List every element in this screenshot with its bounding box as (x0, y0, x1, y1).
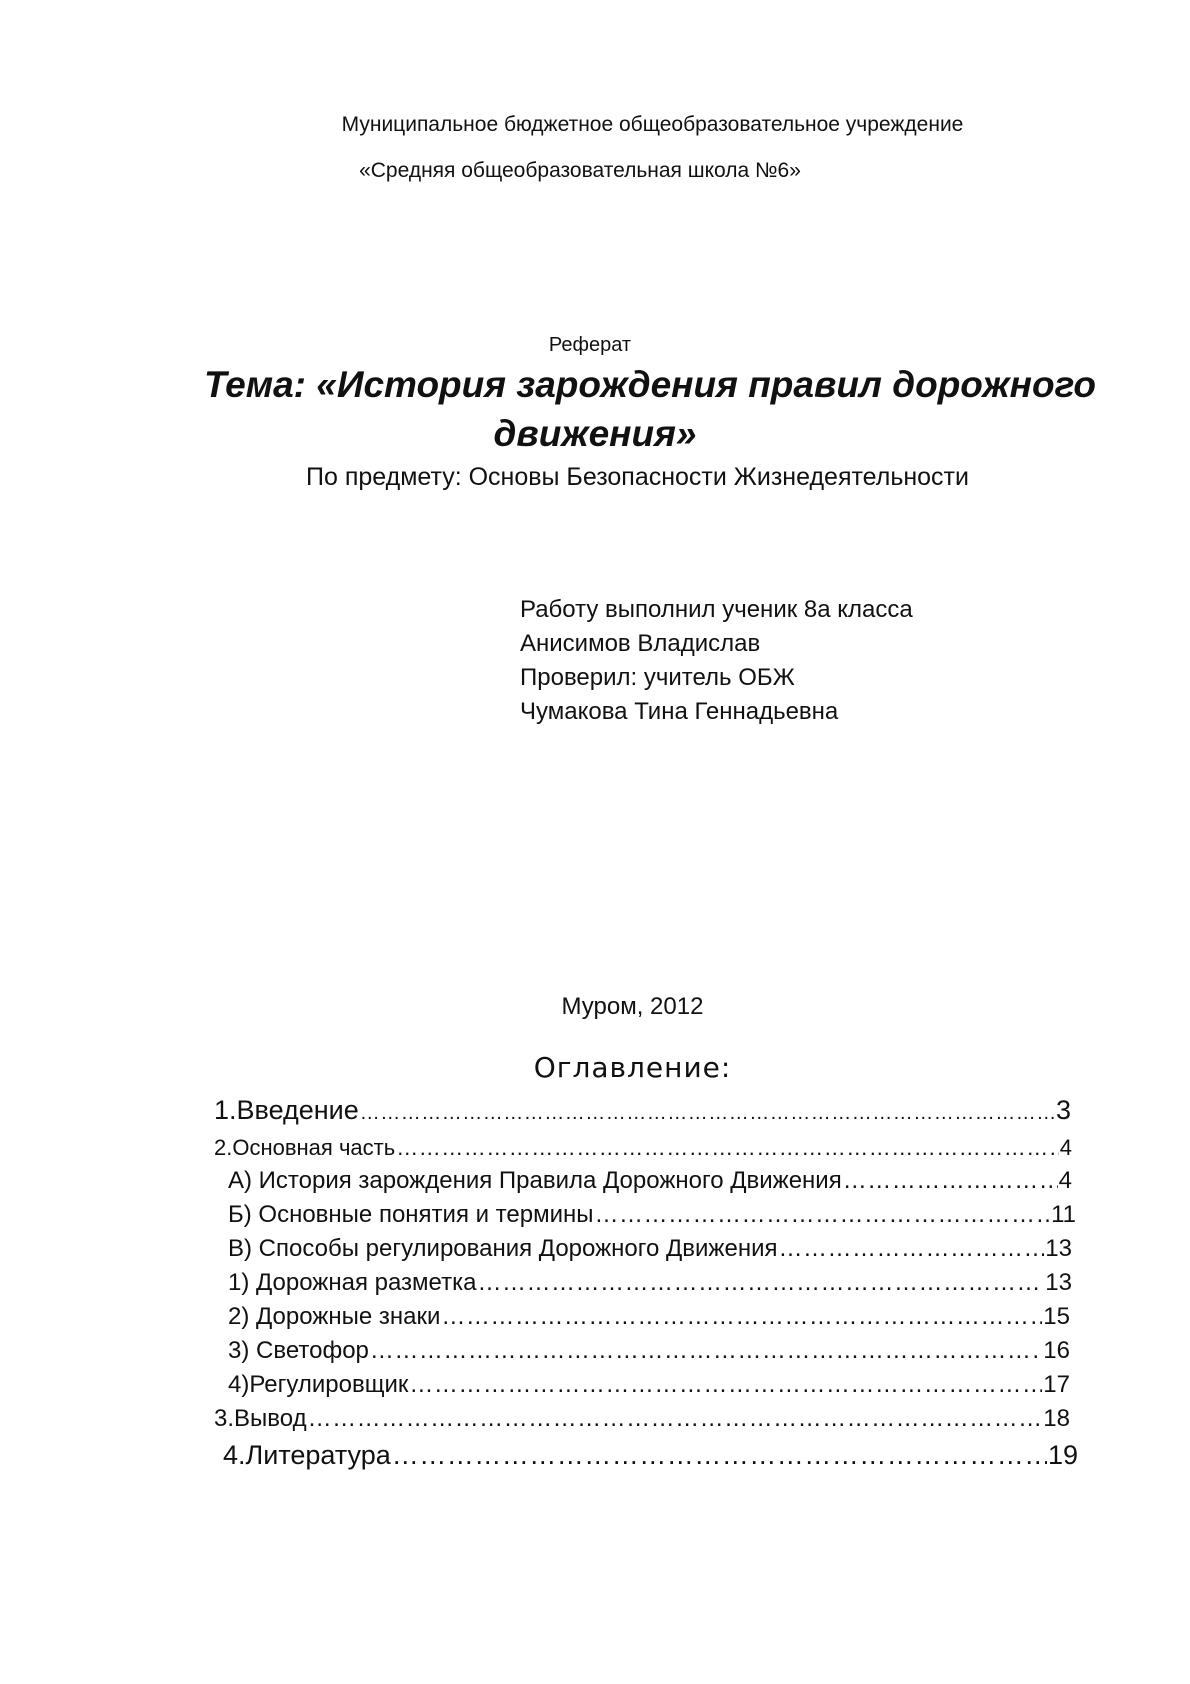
toc-leader (441, 1303, 1042, 1331)
toc-entry-page: 4 (1059, 1135, 1072, 1160)
toc-entry-regulation (228, 1235, 1072, 1263)
title-line-1: Тема: «История зарождения правил дорожного (203, 364, 1097, 405)
school-name: «Средняя общеобразовательная школа №6» (359, 159, 801, 182)
checker-name: Чумакова Тина Геннадьевна (520, 698, 839, 725)
toc-leader (477, 1269, 1044, 1297)
toc-entry-history (228, 1167, 1072, 1195)
toc-leader (595, 1201, 1051, 1229)
checker-line: Проверил: учитель ОБЖ (520, 664, 795, 691)
toc-leader (360, 1102, 1055, 1125)
toc-heading: Оглавление: (533, 1051, 732, 1084)
toc-entry-page: 13 (1045, 1235, 1072, 1262)
toc-entry-label: А) История зарождения Правила Дорожного Движения (228, 1167, 842, 1194)
toc-entry-introduction (214, 1095, 1071, 1126)
toc-entry-page: 19 (1047, 1440, 1078, 1470)
toc-leader (308, 1405, 1043, 1433)
toc-leader (778, 1235, 1044, 1263)
toc-leader (370, 1337, 1042, 1365)
author-line: Работу выполнил ученик 8а класса (520, 596, 913, 623)
toc-entry-label: 3) Светофор (228, 1337, 369, 1364)
toc-entry-main-part (214, 1135, 1072, 1161)
toc-entry-label: В) Способы регулирования Дорожного Движения (228, 1235, 778, 1262)
toc-leader (409, 1371, 1042, 1399)
toc-entry-traffic-controller (228, 1371, 1070, 1399)
toc-entry-road-signs (228, 1303, 1070, 1331)
author-name: Анисимов Владислав (520, 630, 761, 657)
toc-entry-road-marking (228, 1269, 1072, 1297)
toc-entry-label: 3.Вывод (214, 1405, 307, 1432)
toc-entry-literature (223, 1440, 1078, 1471)
toc-leader (392, 1440, 1047, 1471)
toc-entry-page: 17 (1043, 1371, 1070, 1398)
toc-entry-traffic-light (228, 1337, 1070, 1365)
toc-entry-page: 11 (1051, 1201, 1076, 1228)
toc-entry-label: 2) Дорожные знаки (228, 1303, 441, 1330)
subject-line: По предмету: Основы Безопасности Жизнедеятельности (306, 463, 969, 491)
document-type: Реферат (548, 334, 632, 356)
toc-entry-page: 13 (1045, 1269, 1072, 1296)
toc-entry-label: 1.Введение (214, 1095, 359, 1125)
toc-leader (396, 1135, 1059, 1161)
toc-entry-conclusion (214, 1405, 1070, 1433)
toc-entry-page: 3 (1055, 1095, 1071, 1125)
toc-entry-page: 4 (1058, 1167, 1072, 1194)
institution-line: Муниципальное бюджетное общеобразовательное учреждение (341, 113, 964, 136)
toc-entry-label: Б) Основные понятия и термины (228, 1201, 594, 1228)
toc-entry-label: 4.Литература (223, 1440, 391, 1470)
toc-entry-page: 18 (1043, 1405, 1070, 1432)
toc-entry-label: 2.Основная часть (214, 1135, 396, 1160)
title-line-2: движения» (493, 413, 697, 454)
toc-entry-page: 16 (1043, 1337, 1070, 1364)
toc-entry-label: 1) Дорожная разметка (228, 1269, 477, 1296)
city-year: Муром, 2012 (561, 993, 704, 1020)
toc-entry-terms (228, 1201, 1076, 1229)
toc-entry-page: 15 (1043, 1303, 1070, 1330)
toc-leader (843, 1167, 1058, 1195)
toc-entry-label: 4)Регулировщик (228, 1371, 409, 1398)
